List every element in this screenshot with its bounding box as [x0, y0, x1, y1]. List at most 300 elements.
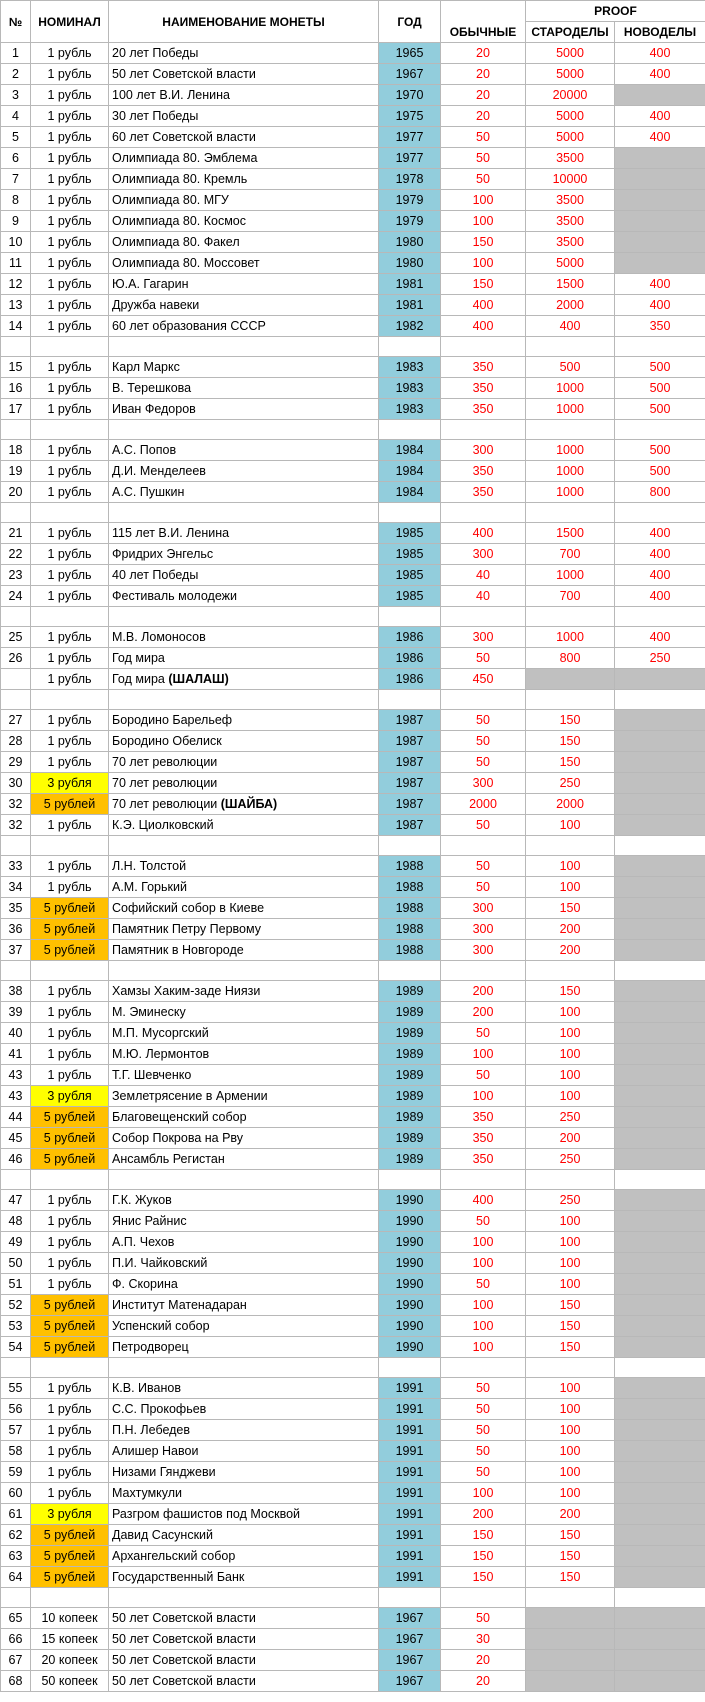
cell-regular-price: 50: [441, 648, 526, 669]
cell-coin-name: [109, 1128, 379, 1149]
cell-coin-name: [109, 1065, 379, 1086]
coin-row: [1, 981, 705, 1002]
coin-row: [1, 1608, 705, 1629]
cell-year: 1989: [379, 1044, 441, 1065]
coin-row: [1, 461, 705, 482]
coin-name-text: Ансамбль Регистан: [112, 1152, 225, 1166]
cell-year: 1965: [379, 43, 441, 64]
empty-cell: [526, 961, 615, 981]
cell-number: 63: [1, 1546, 31, 1567]
empty-cell: [379, 337, 441, 357]
empty-cell: [615, 690, 705, 710]
cell-denomination: 15 копеек: [31, 1629, 109, 1650]
cell-number: 41: [1, 1044, 31, 1065]
empty-cell: [379, 607, 441, 627]
cell-proof-old-price: 200: [526, 1504, 615, 1525]
cell-denomination: 1 рубль: [31, 1044, 109, 1065]
coin-row: [1, 710, 705, 731]
empty-cell: [526, 607, 615, 627]
coin-row: [1, 752, 705, 773]
cell-coin-name: [109, 648, 379, 669]
cell-regular-price: 100: [441, 1316, 526, 1337]
cell-number: 17: [1, 399, 31, 420]
coin-row: [1, 1065, 705, 1086]
cell-year: 1991: [379, 1567, 441, 1588]
coin-row: [1, 544, 705, 565]
coin-name-text: 70 лет революции: [112, 776, 218, 790]
cell-regular-price: 200: [441, 1002, 526, 1023]
empty-cell: [526, 1358, 615, 1378]
cell-proof-old-price: 400: [526, 316, 615, 337]
cell-proof-old-price: 150: [526, 731, 615, 752]
coin-name-text: 115 лет В.И. Ленина: [112, 526, 230, 540]
cell-proof-old-price: 3500: [526, 148, 615, 169]
cell-year: 1987: [379, 731, 441, 752]
coin-name-text: 50 лет Советской власти: [112, 1632, 256, 1646]
cell-number: 24: [1, 586, 31, 607]
cell-year: 1988: [379, 877, 441, 898]
cell-year: 1970: [379, 85, 441, 106]
cell-empty-proof-new: [615, 731, 705, 752]
cell-regular-price: 100: [441, 1253, 526, 1274]
cell-proof-old-price: 100: [526, 1420, 615, 1441]
empty-cell: [31, 607, 109, 627]
empty-cell: [31, 1358, 109, 1378]
cell-number: 43: [1, 1086, 31, 1107]
cell-regular-price: 150: [441, 232, 526, 253]
empty-cell: [526, 420, 615, 440]
cell-denomination: 1 рубль: [31, 565, 109, 586]
separator-row: [1, 836, 705, 856]
coin-name-text: Олимпиада 80. Моссовет: [112, 256, 260, 270]
cell-denomination: 5 рублей: [31, 1546, 109, 1567]
cell-proof-old-price: 1500: [526, 274, 615, 295]
cell-coin-name: [109, 64, 379, 85]
cell-number: 40: [1, 1023, 31, 1044]
coin-row: [1, 669, 705, 690]
cell-proof-old-price: 250: [526, 1107, 615, 1128]
cell-number: 28: [1, 731, 31, 752]
header-proof-old: СТАРОДЕЛЫ: [526, 22, 615, 43]
cell-denomination: 5 рублей: [31, 1107, 109, 1128]
empty-cell: [1, 607, 31, 627]
cell-empty-proof-new: [615, 710, 705, 731]
cell-year: 1991: [379, 1441, 441, 1462]
cell-coin-name: [109, 1002, 379, 1023]
coin-name-text: Год мира: [112, 672, 169, 686]
cell-denomination: 5 рублей: [31, 1337, 109, 1358]
cell-regular-price: 50: [441, 127, 526, 148]
coin-name-text: Год мира: [112, 651, 165, 665]
cell-empty-proof-new: [615, 1567, 705, 1588]
cell-denomination: 1 рубль: [31, 440, 109, 461]
cell-proof-new-price: 500: [615, 357, 705, 378]
cell-denomination: 1 рубль: [31, 85, 109, 106]
cell-denomination: 50 копеек: [31, 1671, 109, 1692]
coin-row: [1, 295, 705, 316]
cell-denomination: 3 рубля: [31, 1504, 109, 1525]
cell-proof-new-price: 400: [615, 565, 705, 586]
cell-proof-old-price: 150: [526, 898, 615, 919]
cell-proof-old-price: 100: [526, 1065, 615, 1086]
separator-row: [1, 961, 705, 981]
cell-number: 4: [1, 106, 31, 127]
coin-name-text: Хамзы Хаким-заде Ниязи: [112, 984, 261, 998]
cell-number: 14: [1, 316, 31, 337]
cell-regular-price: 100: [441, 1295, 526, 1316]
cell-year: 1967: [379, 1671, 441, 1692]
coin-row: [1, 1316, 705, 1337]
cell-year: 1979: [379, 190, 441, 211]
coin-name-text: 50 лет Советской власти: [112, 67, 256, 81]
cell-proof-old-price: 20000: [526, 85, 615, 106]
cell-proof-old-price: 150: [526, 1337, 615, 1358]
cell-year: 1991: [379, 1504, 441, 1525]
coin-name-text: П.И. Чайковский: [112, 1256, 208, 1270]
empty-cell: [109, 420, 379, 440]
cell-coin-name: [109, 627, 379, 648]
coin-row: [1, 1525, 705, 1546]
cell-denomination: 1 рубль: [31, 127, 109, 148]
cell-empty-proof-new: [615, 190, 705, 211]
coin-row: [1, 627, 705, 648]
cell-regular-price: 350: [441, 1149, 526, 1170]
cell-regular-price: 50: [441, 1065, 526, 1086]
cell-proof-old-price: 100: [526, 1253, 615, 1274]
coin-row: [1, 211, 705, 232]
cell-proof-old-price: 3500: [526, 211, 615, 232]
cell-denomination: 1 рубль: [31, 586, 109, 607]
cell-coin-name: [109, 856, 379, 877]
cell-year: 1987: [379, 815, 441, 836]
cell-number: 48: [1, 1211, 31, 1232]
coin-name-text: 70 лет революции: [112, 755, 218, 769]
coin-row: [1, 253, 705, 274]
cell-empty-proof-new: [615, 1107, 705, 1128]
cell-denomination: 1 рубль: [31, 232, 109, 253]
cell-denomination: 1 рубль: [31, 1399, 109, 1420]
cell-coin-name: [109, 731, 379, 752]
cell-denomination: 5 рублей: [31, 1295, 109, 1316]
cell-empty-proof-new: [615, 1337, 705, 1358]
cell-denomination: 1 рубль: [31, 1420, 109, 1441]
cell-empty-proof-new: [615, 1295, 705, 1316]
coin-name-text: Государственный Банк: [112, 1570, 245, 1584]
cell-regular-price: 50: [441, 710, 526, 731]
empty-cell: [615, 836, 705, 856]
cell-denomination: 1 рубль: [31, 64, 109, 85]
cell-year: 1989: [379, 1023, 441, 1044]
coin-row: [1, 64, 705, 85]
cell-coin-name: [109, 544, 379, 565]
coin-name-bold: (ШАЙБА): [220, 797, 278, 811]
cell-empty-proof-new: [615, 211, 705, 232]
cell-empty-proof-new: [615, 856, 705, 877]
cell-denomination: 1 рубль: [31, 148, 109, 169]
cell-year: 1989: [379, 1107, 441, 1128]
cell-coin-name: [109, 752, 379, 773]
empty-cell: [109, 1170, 379, 1190]
cell-denomination: 1 рубль: [31, 253, 109, 274]
cell-proof-old-price: 100: [526, 856, 615, 877]
empty-cell: [379, 961, 441, 981]
cell-empty-proof-old: [526, 1650, 615, 1671]
cell-empty-proof-new: [615, 752, 705, 773]
cell-coin-name: [109, 43, 379, 64]
cell-number: 19: [1, 461, 31, 482]
cell-proof-old-price: 100: [526, 1441, 615, 1462]
empty-cell: [441, 690, 526, 710]
coin-row: [1, 316, 705, 337]
cell-regular-price: 350: [441, 461, 526, 482]
cell-year: 1980: [379, 232, 441, 253]
empty-cell: [615, 503, 705, 523]
cell-denomination: 5 рублей: [31, 794, 109, 815]
cell-empty-proof-new: [615, 1190, 705, 1211]
cell-coin-name: [109, 1525, 379, 1546]
cell-number: 2: [1, 64, 31, 85]
coin-row: [1, 1211, 705, 1232]
cell-denomination: 1 рубль: [31, 1211, 109, 1232]
cell-proof-old-price: 100: [526, 1211, 615, 1232]
cell-coin-name: [109, 1253, 379, 1274]
cell-proof-old-price: 100: [526, 1023, 615, 1044]
cell-coin-name: [109, 274, 379, 295]
cell-regular-price: 50: [441, 815, 526, 836]
cell-regular-price: 350: [441, 357, 526, 378]
cell-denomination: 1 рубль: [31, 815, 109, 836]
cell-year: 1988: [379, 856, 441, 877]
table-body: [1, 43, 705, 1692]
cell-year: 1990: [379, 1253, 441, 1274]
cell-number: 6: [1, 148, 31, 169]
cell-proof-old-price: 1000: [526, 627, 615, 648]
coin-row: [1, 1086, 705, 1107]
cell-coin-name: [109, 1546, 379, 1567]
cell-coin-name: [109, 1149, 379, 1170]
header-proof: PROOF: [526, 1, 705, 22]
cell-coin-name: [109, 1274, 379, 1295]
empty-cell: [1, 1170, 31, 1190]
cell-denomination: 5 рублей: [31, 1525, 109, 1546]
cell-year: 1990: [379, 1337, 441, 1358]
coin-name-text: К.В. Иванов: [112, 1381, 181, 1395]
cell-denomination: 1 рубль: [31, 106, 109, 127]
cell-year: 1991: [379, 1525, 441, 1546]
cell-regular-price: 50: [441, 856, 526, 877]
coin-row: [1, 1023, 705, 1044]
cell-empty-proof-new: [615, 1002, 705, 1023]
empty-cell: [615, 1358, 705, 1378]
cell-empty-proof-new: [615, 1441, 705, 1462]
cell-year: 1967: [379, 1608, 441, 1629]
cell-empty-proof-new: [615, 1629, 705, 1650]
coin-row: [1, 1420, 705, 1441]
cell-regular-price: 100: [441, 190, 526, 211]
cell-regular-price: 50: [441, 1462, 526, 1483]
coin-name-text: М. Эминеску: [112, 1005, 186, 1019]
empty-cell: [109, 961, 379, 981]
coin-name-text: П.Н. Лебедев: [112, 1423, 191, 1437]
cell-year: 1987: [379, 710, 441, 731]
cell-year: 1989: [379, 1128, 441, 1149]
cell-proof-old-price: 100: [526, 1399, 615, 1420]
cell-proof-new-price: 400: [615, 106, 705, 127]
coin-row: [1, 1441, 705, 1462]
coin-row: [1, 1337, 705, 1358]
cell-proof-old-price: 100: [526, 1086, 615, 1107]
cell-number: 25: [1, 627, 31, 648]
cell-number: 8: [1, 190, 31, 211]
cell-coin-name: [109, 148, 379, 169]
coin-row: [1, 1274, 705, 1295]
empty-cell: [379, 420, 441, 440]
cell-number: 30: [1, 773, 31, 794]
cell-regular-price: 50: [441, 877, 526, 898]
cell-year: 1982: [379, 316, 441, 337]
cell-year: 1967: [379, 1650, 441, 1671]
cell-regular-price: 350: [441, 482, 526, 503]
header-year: ГОД: [379, 1, 441, 43]
cell-denomination: 1 рубль: [31, 627, 109, 648]
coin-name-text: Давид Сасунский: [112, 1528, 214, 1542]
coin-row: [1, 877, 705, 898]
cell-proof-old-price: 200: [526, 940, 615, 961]
cell-proof-old-price: 700: [526, 544, 615, 565]
cell-proof-new-price: 400: [615, 523, 705, 544]
cell-year: 1987: [379, 752, 441, 773]
cell-year: 1985: [379, 565, 441, 586]
cell-number: 21: [1, 523, 31, 544]
cell-proof-old-price: 1000: [526, 482, 615, 503]
empty-cell: [379, 1588, 441, 1608]
cell-number: 68: [1, 1671, 31, 1692]
cell-coin-name: [109, 877, 379, 898]
coin-name-text: 20 лет Победы: [112, 46, 199, 60]
cell-coin-name: [109, 1608, 379, 1629]
cell-regular-price: 50: [441, 1420, 526, 1441]
cell-regular-price: 100: [441, 211, 526, 232]
cell-year: 1991: [379, 1546, 441, 1567]
cell-denomination: 1 рубль: [31, 43, 109, 64]
cell-number: 58: [1, 1441, 31, 1462]
coin-row: [1, 1002, 705, 1023]
cell-proof-old-price: 2000: [526, 295, 615, 316]
cell-regular-price: 50: [441, 148, 526, 169]
coin-name-text: Карл Маркс: [112, 360, 180, 374]
empty-cell: [441, 1588, 526, 1608]
cell-proof-new-price: 400: [615, 627, 705, 648]
cell-empty-proof-new: [615, 1483, 705, 1504]
cell-coin-name: [109, 190, 379, 211]
cell-empty-proof-new: [615, 898, 705, 919]
coin-row: [1, 1650, 705, 1671]
cell-denomination: 1 рубль: [31, 981, 109, 1002]
cell-regular-price: 400: [441, 523, 526, 544]
cell-regular-price: 50: [441, 1399, 526, 1420]
coin-row: [1, 1107, 705, 1128]
cell-empty-proof-new: [615, 919, 705, 940]
cell-proof-old-price: 100: [526, 1044, 615, 1065]
cell-proof-old-price: 100: [526, 1274, 615, 1295]
empty-cell: [615, 961, 705, 981]
empty-cell: [441, 420, 526, 440]
empty-cell: [526, 690, 615, 710]
cell-year: 1989: [379, 981, 441, 1002]
cell-regular-price: 300: [441, 440, 526, 461]
cell-empty-proof-new: [615, 877, 705, 898]
cell-proof-old-price: 3500: [526, 190, 615, 211]
cell-coin-name: [109, 1399, 379, 1420]
cell-coin-name: [109, 211, 379, 232]
empty-cell: [441, 1170, 526, 1190]
cell-denomination: 1 рубль: [31, 877, 109, 898]
cell-empty-proof-new: [615, 1149, 705, 1170]
cell-regular-price: 20: [441, 64, 526, 85]
coin-row: [1, 1629, 705, 1650]
cell-proof-old-price: 150: [526, 752, 615, 773]
coin-name-text: Олимпиада 80. Эмблема: [112, 151, 258, 165]
cell-empty-proof-old: [526, 1671, 615, 1692]
empty-cell: [31, 1588, 109, 1608]
cell-proof-old-price: 1000: [526, 378, 615, 399]
cell-coin-name: [109, 1504, 379, 1525]
cell-regular-price: 2000: [441, 794, 526, 815]
cell-number: 33: [1, 856, 31, 877]
cell-empty-proof-new: [615, 1462, 705, 1483]
cell-year: 1990: [379, 1274, 441, 1295]
cell-proof-new-price: 800: [615, 482, 705, 503]
cell-coin-name: [109, 85, 379, 106]
cell-regular-price: 200: [441, 981, 526, 1002]
coin-row: [1, 1149, 705, 1170]
coin-row: [1, 1671, 705, 1692]
empty-cell: [109, 690, 379, 710]
cell-year: 1990: [379, 1211, 441, 1232]
empty-cell: [109, 337, 379, 357]
cell-empty-proof-new: [615, 1399, 705, 1420]
cell-proof-new-price: 350: [615, 316, 705, 337]
cell-empty-proof-new: [615, 1086, 705, 1107]
cell-proof-old-price: 1000: [526, 399, 615, 420]
cell-regular-price: 50: [441, 752, 526, 773]
cell-number: 52: [1, 1295, 31, 1316]
cell-year: 1981: [379, 274, 441, 295]
cell-coin-name: [109, 1023, 379, 1044]
cell-proof-old-price: 150: [526, 981, 615, 1002]
cell-proof-new-price: 500: [615, 440, 705, 461]
cell-coin-name: [109, 461, 379, 482]
cell-number: 10: [1, 232, 31, 253]
header-number: №: [1, 1, 31, 43]
cell-coin-name: [109, 253, 379, 274]
cell-empty-proof-new: [615, 1546, 705, 1567]
coin-name-text: Олимпиада 80. МГУ: [112, 193, 229, 207]
coin-name-text: В. Терешкова: [112, 381, 192, 395]
cell-coin-name: [109, 232, 379, 253]
empty-cell: [379, 1358, 441, 1378]
cell-denomination: 1 рубль: [31, 357, 109, 378]
empty-cell: [379, 503, 441, 523]
coin-name-text: М.В. Ломоносов: [112, 630, 206, 644]
cell-empty-proof-new: [615, 940, 705, 961]
empty-cell: [441, 836, 526, 856]
coin-row: [1, 127, 705, 148]
cell-number: 18: [1, 440, 31, 461]
cell-regular-price: 100: [441, 1086, 526, 1107]
cell-year: 1977: [379, 127, 441, 148]
cell-coin-name: [109, 1211, 379, 1232]
